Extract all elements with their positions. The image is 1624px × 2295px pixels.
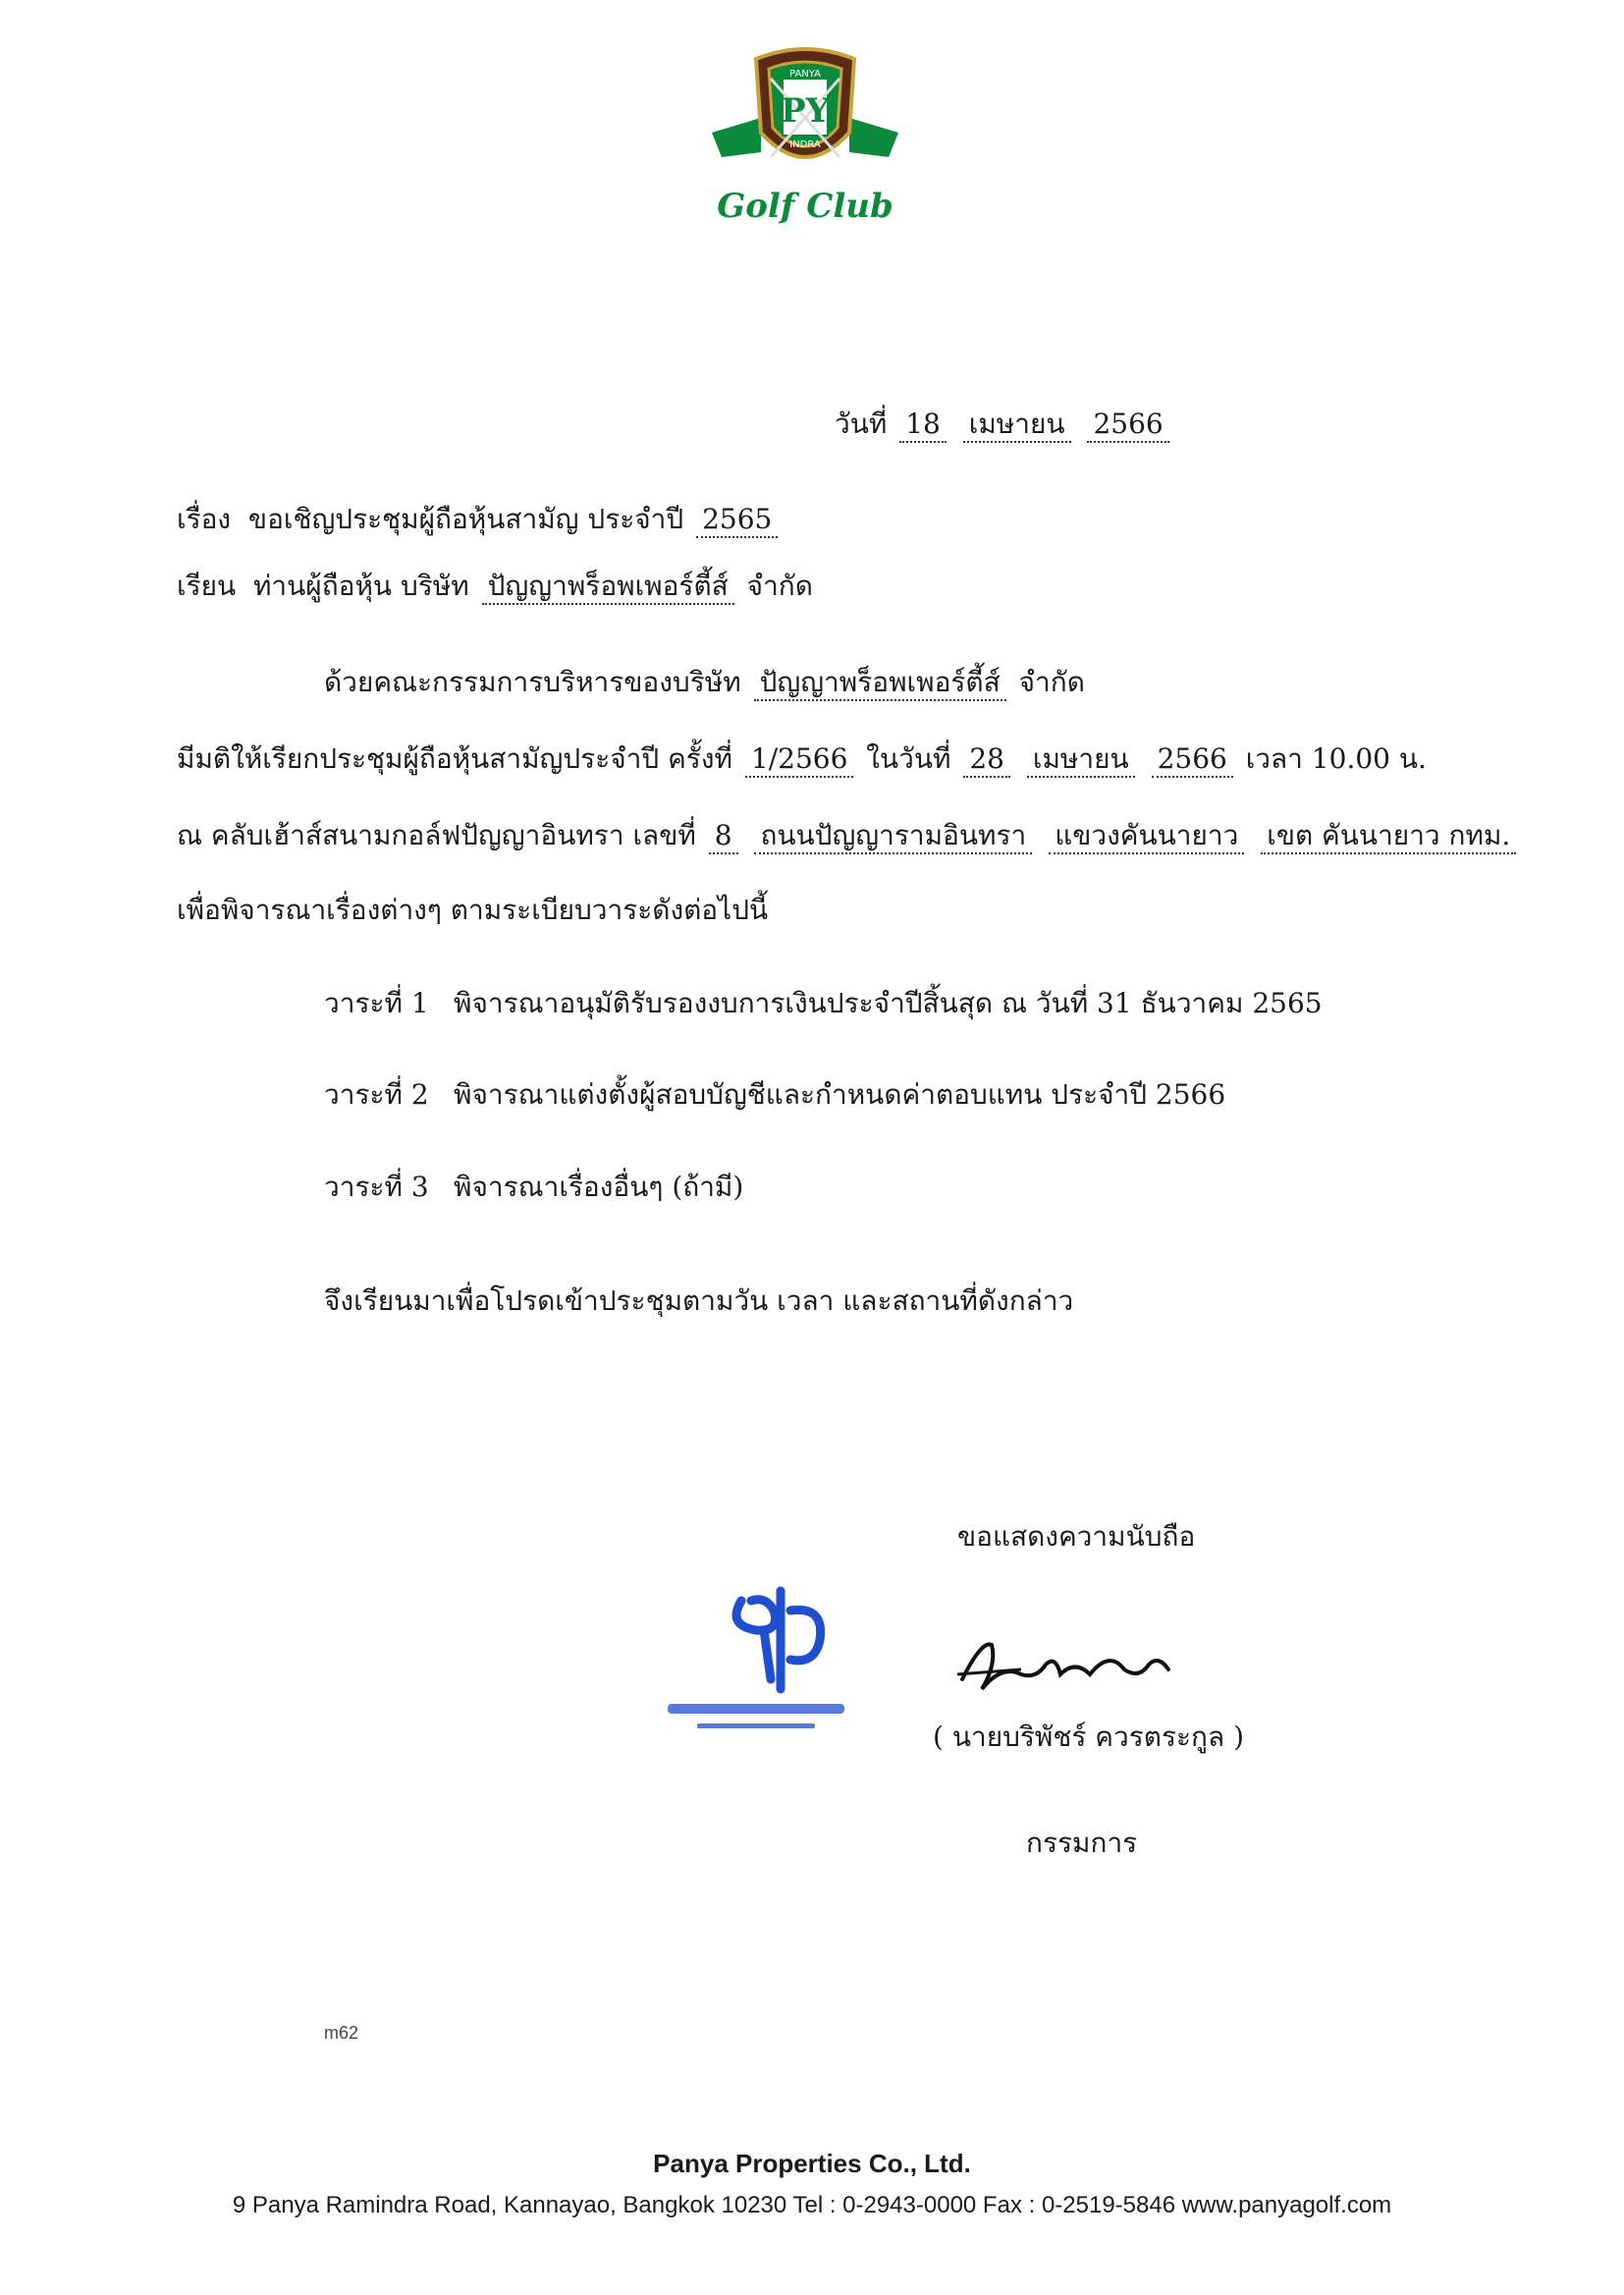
subject-label: เรื่อง <box>177 503 232 535</box>
recipient-company: ปัญญาพร็อพเพอร์ตี้ส์ <box>482 570 734 605</box>
date-day: 18 <box>899 408 947 443</box>
signature <box>952 1620 1178 1709</box>
body-line-3 <box>177 819 1520 854</box>
agenda-label: วาระที่ 3 <box>324 1171 429 1203</box>
date-month: เมษายน <box>963 408 1071 443</box>
closing-text: จึงเรียนมาเพื่อโปรดเข้าประชุมตามวัน เวลา และสถานที่ดังกล่าว <box>324 1284 1074 1317</box>
body-line1-prefix: ด้วยคณะกรรมการบริหารของบริษัท <box>324 666 741 698</box>
meeting-date-label: ในวันที่ <box>866 742 951 775</box>
agenda-label: วาระที่ 2 <box>324 1078 429 1111</box>
logo-bottom-text: INDRA <box>789 139 821 150</box>
signatory-position: กรรมการ <box>1026 1827 1138 1859</box>
meeting-time: เวลา 10.00 น. <box>1245 742 1427 775</box>
date-label: วันที่ <box>835 408 888 440</box>
crest-icon <box>702 39 908 187</box>
signatory-name: ( นายบริพัชร์ ควรตระกูล ) <box>933 1721 1244 1753</box>
agenda-label: วาระที่ 1 <box>324 987 429 1019</box>
meeting-year: 2566 <box>1152 742 1233 778</box>
footer-company: Panya Properties Co., Ltd. <box>653 2149 971 2178</box>
address-subdistrict: แขวงคันนายาว <box>1049 819 1244 854</box>
date-line <box>835 408 1173 443</box>
agenda-text: พิจารณาแต่งตั้งผู้สอบบัญชีและกำหนดค่าตอบแทน ประจำปี 2566 <box>454 1078 1226 1111</box>
meeting-day: 28 <box>963 742 1010 778</box>
address-number: 8 <box>709 819 738 854</box>
body-line1-suffix: จำกัด <box>1018 666 1085 698</box>
agenda-item <box>0 987 1624 1026</box>
agenda-text: พิจารณาเรื่องอื่นๆ (ถ้ามี) <box>454 1171 744 1203</box>
document-code: m62 <box>324 2023 359 2043</box>
recipient-line <box>177 570 813 605</box>
regards-text: ขอแสดงความนับถือ <box>957 1520 1196 1553</box>
body-line-2 <box>177 742 1427 778</box>
recipient-text: ท่านผู้ถือหุ้น บริษัท <box>252 570 469 602</box>
address-district: เขต คันนายาว กทม. <box>1261 819 1516 854</box>
date-year: 2566 <box>1087 408 1168 443</box>
signature-icon <box>952 1620 1178 1709</box>
body-company: ปัญญาพร็อพเพอร์ตี้ส์ <box>754 666 1006 701</box>
agenda-item <box>0 1171 1624 1210</box>
body-line2-prefix: มีมติให้เรียกประชุมผู้ถือหุ้นสามัญประจำปี ครั้งที่ <box>177 742 732 775</box>
agenda-item <box>0 1078 1624 1118</box>
company-stamp <box>658 1571 913 1748</box>
agenda-text: พิจารณาอนุมัติรับรองงบการเงินประจำปีสิ้นสุด ณ วันที่ 31 ธันวาคม 2565 <box>454 987 1323 1019</box>
recipient-label: เรียน <box>177 570 237 602</box>
body-line-4: เพื่อพิจารณาเรื่องต่างๆ ตามระเบียบวาระดังต่อไปนี้ <box>177 894 769 926</box>
subject-text: ขอเชิญประชุมผู้ถือหุ้นสามัญ ประจำปี <box>247 503 684 535</box>
subject-line <box>177 503 782 538</box>
meeting-month: เมษายน <box>1027 742 1135 778</box>
address-road: ถนนปัญญารามอินทรา <box>754 819 1032 854</box>
subject-year: 2565 <box>696 503 778 538</box>
footer-address: 9 Panya Ramindra Road, Kannayao, Bangkok 10230 Tel : 0-2943-0000 Fax : 0-2519-5846 www.panyagolf.com <box>232 2192 1392 2218</box>
body-line-1 <box>324 666 1085 701</box>
body-line3-prefix: ณ คลับเฮ้าส์สนามกอล์ฟปัญญาอินทรา เลขที่ <box>177 819 696 851</box>
logo-monogram: PY <box>781 91 830 131</box>
logo-caption: Golf Club <box>717 187 893 226</box>
golf-club-logo <box>702 39 908 246</box>
meeting-number: 1/2566 <box>745 742 854 778</box>
stamp-icon <box>658 1571 913 1748</box>
recipient-suffix: จำกัด <box>746 570 813 602</box>
logo-top-text: PANYA <box>789 69 821 80</box>
